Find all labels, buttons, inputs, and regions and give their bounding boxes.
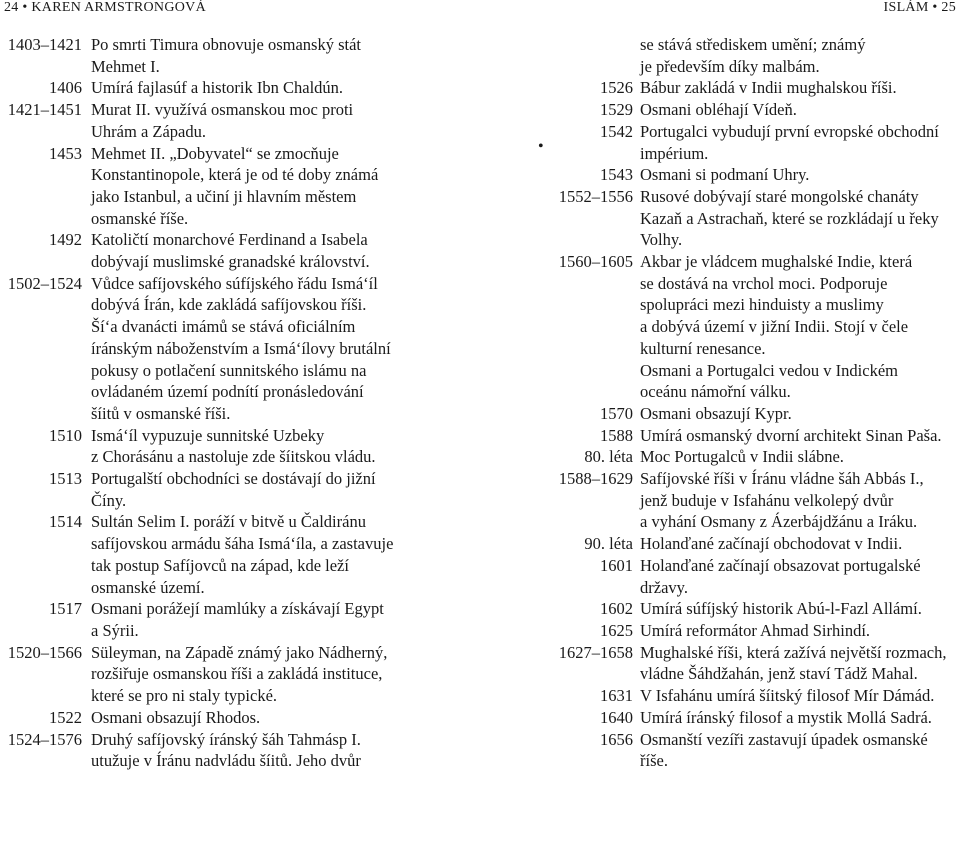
entry-line: osmanské říše. [91, 208, 189, 228]
entry-line: Süleyman, na Západě známý jako Nádherný, [91, 642, 388, 662]
entry-line: Mehmet II. „Dobyvatel“ se zmocňuje [91, 143, 339, 163]
timeline-entry [0, 143, 450, 230]
timeline-entry [515, 425, 960, 447]
entry-year: 1522 [49, 707, 82, 727]
entry-line: Mehmet I. [91, 56, 160, 76]
right-column [515, 34, 960, 772]
entry-line: oceánu námořní válku. [640, 382, 791, 402]
timeline-entry [0, 729, 450, 772]
timeline-entry [515, 685, 960, 707]
entry-text [82, 143, 450, 230]
entry-text [82, 707, 450, 729]
entry-line: jako Istanbul, a učiní ji hlavním městem [91, 186, 357, 206]
entry-line: Číny. [91, 490, 127, 510]
entry-text [633, 555, 960, 598]
entry-year: 1526 [600, 78, 633, 98]
entry-line: pokusy o potlačení sunnitského islámu na [91, 360, 367, 380]
entry-text [633, 99, 960, 121]
timeline-entry [515, 468, 960, 533]
timeline-entry [515, 403, 960, 425]
entry-line: osmanské území. [91, 577, 205, 597]
timeline-entry [515, 99, 960, 121]
timeline-entry [515, 533, 960, 555]
entry-line: utužuje v Íránu nadvládu šíitů. Jeho dvůr [91, 751, 361, 771]
stray-dot: • [538, 138, 544, 155]
timeline-entry [0, 598, 450, 641]
entry-line: je především díky malbám. [640, 56, 820, 76]
entry-text [82, 729, 450, 772]
entry-line: Osmani obsazují Kypr. [640, 403, 792, 423]
entry-line: V Isfahánu umírá šíitský filosof Mír Dámád. [640, 686, 935, 706]
timeline-entry [0, 468, 450, 511]
entry-year: 80. léta [584, 447, 633, 467]
entry-text [633, 425, 960, 447]
entry-line: Vůdce safíjovského súfíjského řádu Ismá‘íl [91, 273, 378, 293]
entry-line: Umírá reformátor Ahmad Sirhindí. [640, 620, 871, 640]
timeline-entry [515, 555, 960, 598]
entry-year: 1656 [600, 729, 633, 749]
entry-year: 1570 [600, 403, 633, 423]
timeline-entry [515, 598, 960, 620]
timeline-entry [515, 642, 960, 685]
entry-line: Osmani a Portugalci vedou v Indickém [640, 360, 898, 380]
timeline-entry [515, 121, 960, 164]
timeline-entry [0, 511, 450, 598]
entry-line: Mughalské říši, která zažívá největší rozmach, [640, 642, 947, 662]
entry-line: Osmani obléhají Vídeň. [640, 100, 797, 120]
entry-text [633, 729, 960, 772]
timeline-entry [0, 642, 450, 707]
entry-line: safíjovskou armádu šáha Ismá‘íla, a zastavuje [91, 534, 394, 554]
timeline-entry [515, 164, 960, 186]
timeline-entry [0, 229, 450, 272]
entry-text [633, 121, 960, 164]
entry-line: Holanďané začínají obchodovat v Indii. [640, 534, 903, 554]
entry-year: 1502–1524 [7, 273, 82, 293]
entry-year: 90. léta [584, 534, 633, 554]
entry-line: Sultán Selim I. poráží v bitvě u Čaldiránu [91, 512, 366, 532]
entry-text [633, 77, 960, 99]
entry-year: 1588 [600, 425, 633, 445]
entry-year: 1631 [600, 686, 633, 706]
entry-line: Po smrti Timura obnovuje osmanský stát [91, 35, 361, 54]
entry-year: 1421–1451 [7, 100, 82, 120]
entry-text [82, 598, 450, 641]
entry-line: Umírá osmanský dvorní architekt Sinan Paša. [640, 425, 942, 445]
entry-text [633, 707, 960, 729]
entry-text [633, 34, 960, 77]
entry-year: 1601 [600, 555, 633, 575]
entry-line: Osmani porážejí mamlúky a získávají Egypt [91, 599, 384, 619]
entry-text [633, 642, 960, 685]
entry-year: 1406 [49, 78, 82, 98]
entry-line: Ší‘a dvanácti imámů se stává oficiálním [91, 317, 356, 337]
timeline-entry [515, 34, 960, 77]
entry-line: říše. [640, 751, 668, 771]
entry-line: vládne Šáhdžahán, jenž staví Tádž Mahal. [640, 664, 918, 684]
entry-line: impérium. [640, 143, 709, 163]
entry-year: 1513 [49, 469, 82, 489]
entry-line: z Chorásánu a nastoluje zde šíitskou vládu. [91, 447, 376, 467]
entry-line: Osmani obsazují Rhodos. [91, 707, 261, 727]
entry-year: 1403–1421 [7, 35, 82, 54]
entry-line: a vyhání Osmany z Ázerbájdžánu a Iráku. [640, 512, 918, 532]
entry-text [633, 251, 960, 403]
entry-year: 1640 [600, 707, 633, 727]
entry-year: 1602 [600, 599, 633, 619]
entry-text [82, 425, 450, 468]
entry-text [633, 186, 960, 251]
entry-line: Umírá súfíjský historik Abú-l-Fazl Allámí. [640, 599, 922, 619]
entry-text [633, 685, 960, 707]
entry-text [82, 273, 450, 425]
entry-line: se stává střediskem umění; známý [640, 35, 866, 54]
entry-line: íránským náboženstvím a Ismá‘ílovy brutální [91, 338, 391, 358]
entry-line: Druhý safíjovský íránský šáh Tahmásp I. [91, 729, 361, 749]
entry-year: 1520–1566 [7, 642, 82, 662]
entry-line: a Sýrii. [91, 620, 139, 640]
entry-line: a dobývá území v jižní Indii. Stojí v čele [640, 317, 909, 337]
entry-text [633, 403, 960, 425]
entry-text [633, 620, 960, 642]
timeline-entry [0, 77, 450, 99]
entry-text [633, 598, 960, 620]
timeline-entry [515, 620, 960, 642]
running-header-left: 24 • KAREN ARMSTRONGOVÁ [4, 0, 206, 15]
entry-line: Safíjovské říši v Íránu vládne šáh Abbás I., [640, 469, 924, 489]
entry-line: se dostává na vrchol moci. Podporuje [640, 273, 888, 293]
entry-text [82, 511, 450, 598]
entry-line: Akbar je vládcem mughalské Indie, která [640, 252, 913, 272]
entry-year: 1543 [600, 165, 633, 185]
entry-line: rozšiřuje osmanskou říši a zakládá instituce, [91, 664, 383, 684]
entry-line: Volhy. [640, 230, 683, 250]
entry-text [82, 642, 450, 707]
entry-line: Portugalci vybudují první evropské obchodní [640, 121, 939, 141]
entry-line: Umírá fajlasúf a historik Ibn Chaldún. [91, 78, 344, 98]
entry-line: kulturní renesance. [640, 338, 766, 358]
entry-year: 1560–1605 [558, 252, 633, 272]
timeline-entry [0, 273, 450, 425]
entry-text [633, 164, 960, 186]
timeline-entry [0, 99, 450, 142]
entry-year: 1510 [49, 425, 82, 445]
entry-year: 1524–1576 [7, 729, 82, 749]
entry-line: Osmanští vezíři zastavují úpadek osmanské [640, 729, 928, 749]
entry-line: Osmani si podmaní Uhry. [640, 165, 810, 185]
entry-year: 1517 [49, 599, 82, 619]
entry-line: Kazaň a Astrachaň, které se rozkládají u řeky [640, 208, 939, 228]
entry-line: Moc Portugalců v Indii slábne. [640, 447, 844, 467]
timeline-entry [0, 34, 450, 77]
entry-year: 1492 [49, 230, 82, 250]
entry-line: dobývá Írán, kde zakládá safíjovskou říši. [91, 295, 367, 315]
running-header-right: ISLÁM • 25 [883, 0, 956, 15]
entry-line: Murat II. využívá osmanskou moc proti [91, 100, 354, 120]
entry-year: 1627–1658 [558, 642, 633, 662]
entry-year: 1625 [600, 620, 633, 640]
timeline-entry [515, 446, 960, 468]
entry-line: Katoličtí monarchové Ferdinand a Isabela [91, 230, 368, 250]
entry-line: državy. [640, 577, 688, 597]
entry-line: šíitů v osmanské říši. [91, 403, 231, 423]
entry-year: 1588–1629 [558, 469, 633, 489]
entry-text [82, 34, 450, 77]
entry-line: Holanďané začínají obsazovat portugalské [640, 555, 921, 575]
timeline-entry [515, 186, 960, 251]
entry-line: jenž buduje v Isfahánu velkolepý dvůr [640, 490, 894, 510]
timeline-entry [0, 425, 450, 468]
entry-text [633, 468, 960, 533]
entry-line: Portugalští obchodníci se dostávají do jižní [91, 469, 376, 489]
entry-text [633, 446, 960, 468]
entry-text [633, 533, 960, 555]
timeline-entry [515, 729, 960, 772]
entry-line: Ismá‘íl vypuzuje sunnitské Uzbeky [91, 425, 325, 445]
entry-line: Bábur zakládá v Indii mughalskou říši. [640, 78, 897, 98]
entry-line: dobývají muslimské granadské království. [91, 252, 370, 272]
entry-year: 1514 [49, 512, 82, 532]
entry-line: spolupráci mezi hinduisty a muslimy [640, 295, 884, 315]
entry-line: tak postup Safíjovců na západ, kde leží [91, 555, 349, 575]
entry-text [82, 468, 450, 511]
entry-year: 1542 [600, 121, 633, 141]
entry-year: 1453 [49, 143, 82, 163]
entry-year: 1529 [600, 100, 633, 120]
entry-text [82, 77, 450, 99]
entry-year: 1552–1556 [558, 186, 633, 206]
timeline-entry [515, 251, 960, 403]
entry-line: ovládaném území podnítí pronásledování [91, 382, 364, 402]
entry-line: které se pro ni staly typické. [91, 686, 278, 706]
timeline-entry [515, 77, 960, 99]
timeline-entry [0, 707, 450, 729]
entry-line: Umírá íránský filosof a mystik Mollá Sadrá. [640, 707, 932, 727]
left-column [0, 34, 450, 772]
entry-year [515, 34, 633, 77]
entry-line: Uhrám a Západu. [91, 121, 206, 141]
entry-text [82, 229, 450, 272]
entry-line: Konstantinopole, která je od té doby známá [91, 165, 379, 185]
entry-text [82, 99, 450, 142]
timeline-entry [515, 707, 960, 729]
entry-line: Rusové dobývají staré mongolské chanáty [640, 186, 919, 206]
